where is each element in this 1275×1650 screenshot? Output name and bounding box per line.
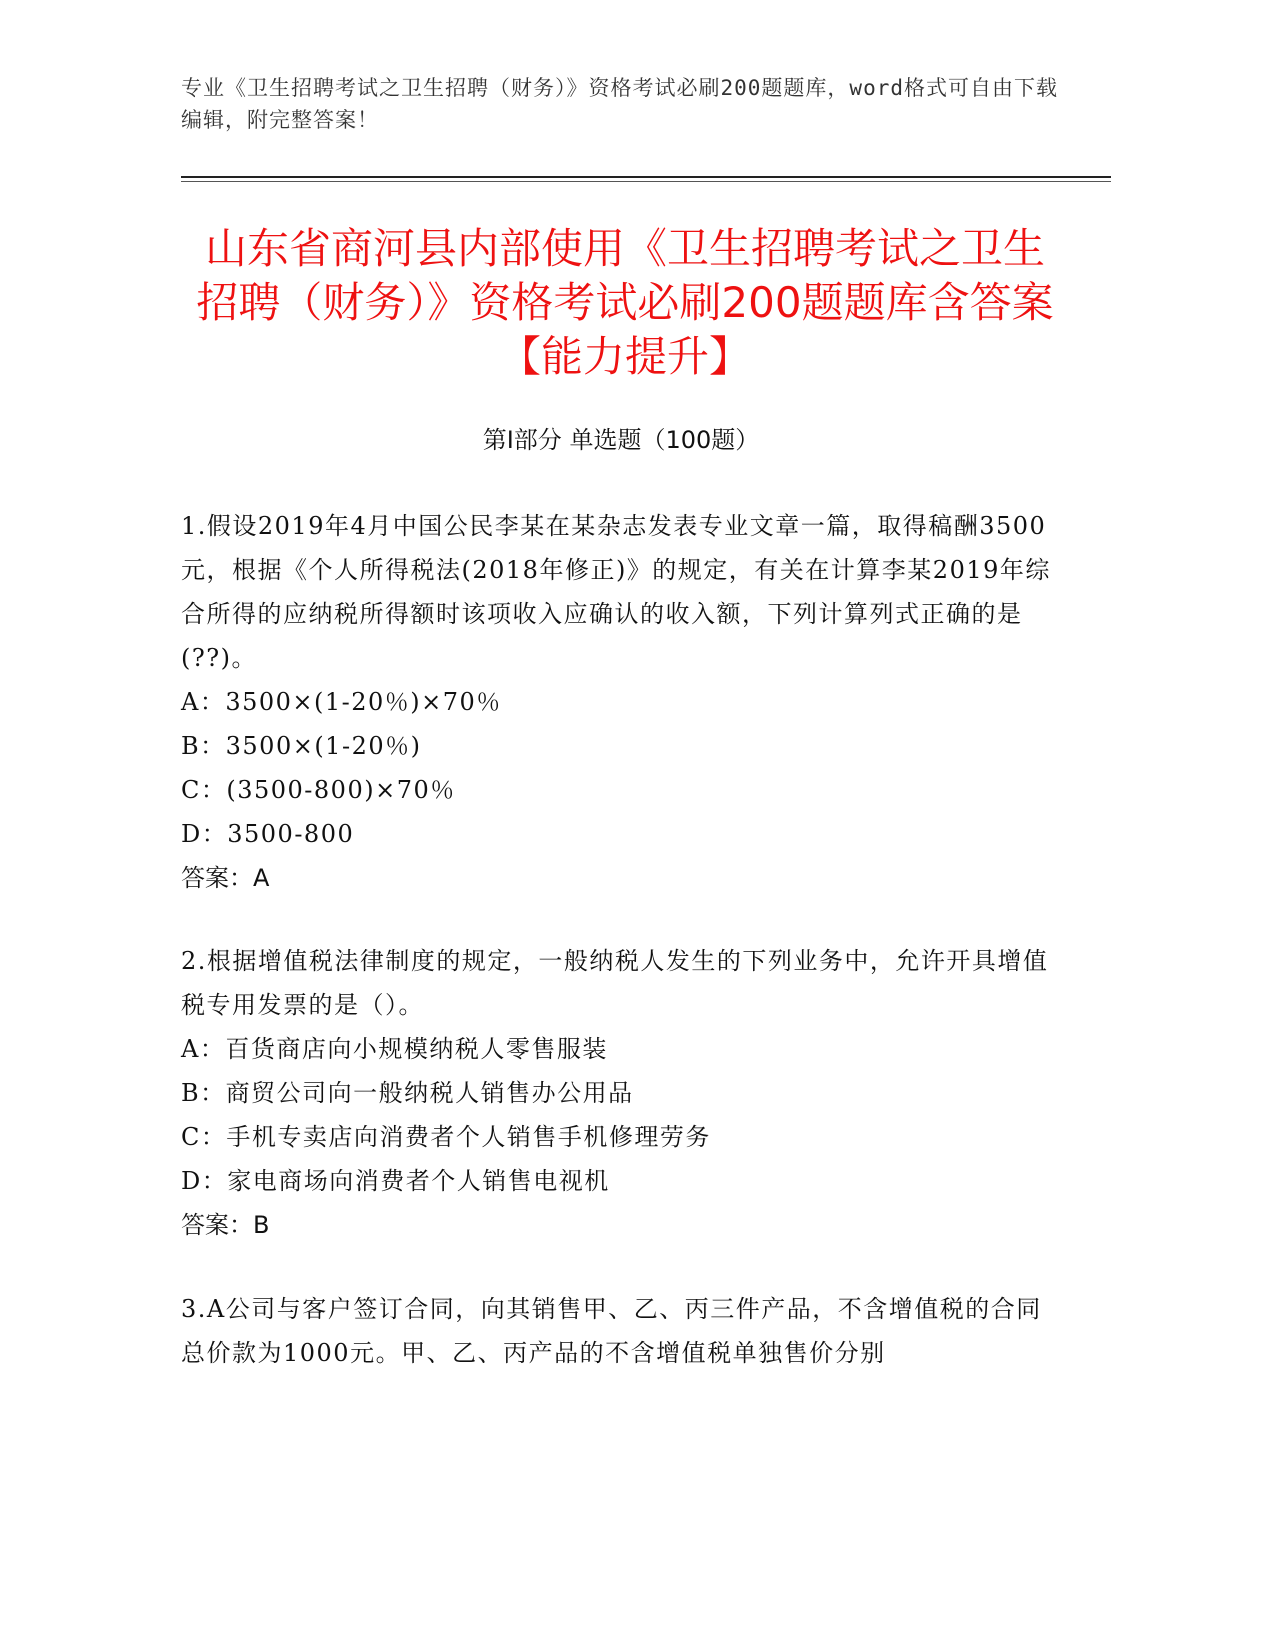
- option-d: D：3500-800: [181, 820, 355, 848]
- option-d: D：家电商场向消费者个人销售电视机: [181, 1167, 610, 1195]
- option-a: A：3500×(1-20％)×70％: [181, 688, 502, 716]
- question-stem: 3.A公司与客户签订合同，向其销售甲、乙、丙三件产品，不含增值税的合同总价款为1000元。甲、乙、丙产品的不含增值税单独售价分别: [181, 1295, 1042, 1367]
- answer-line: 答案：A: [181, 864, 270, 892]
- section-heading: 第I部分 单选题（100题）: [482, 426, 760, 454]
- question-3: [181, 1287, 1061, 1375]
- header-divider-thin: [181, 181, 1111, 182]
- option-a: A：百货商店向小规模纳税人零售服装: [181, 1035, 608, 1063]
- question-1: [181, 504, 1061, 900]
- option-b: B：3500×(1-20％): [181, 732, 422, 760]
- option-c: C：手机专卖店向消费者个人销售手机修理劳务: [181, 1123, 711, 1151]
- question-stem: 1.假设2019年4月中国公民李某在某杂志发表专业文章一篇，取得稿酬3500元，根据《个人所得税法(2018年修正)》的规定，有关在计算李某2019年综合所得的应纳税所得额时该项收入应确认的收入额，下列计算列式正确的是(??)。: [181, 512, 1051, 672]
- document-title: 山东省商河县内部使用《卫生招聘考试之卫生招聘（财务）》资格考试必刷200题题库含答案【能力提升】: [196, 224, 1054, 381]
- header-divider: [181, 176, 1111, 178]
- option-c: C：(3500-800)×70％: [181, 776, 456, 804]
- option-b: B：商贸公司向一般纳税人销售办公用品: [181, 1079, 634, 1107]
- question-2: [181, 939, 1061, 1247]
- question-stem: 2.根据增值税法律制度的规定，一般纳税人发生的下列业务中，允许开具增值税专用发票的是（）。: [181, 947, 1049, 1019]
- answer-line: 答案：B: [181, 1211, 270, 1239]
- header-note: 专业《卫生招聘考试之卫生招聘（财务）》资格考试必刷200题题库，word格式可自由下载编辑，附完整答案！: [181, 76, 1058, 132]
